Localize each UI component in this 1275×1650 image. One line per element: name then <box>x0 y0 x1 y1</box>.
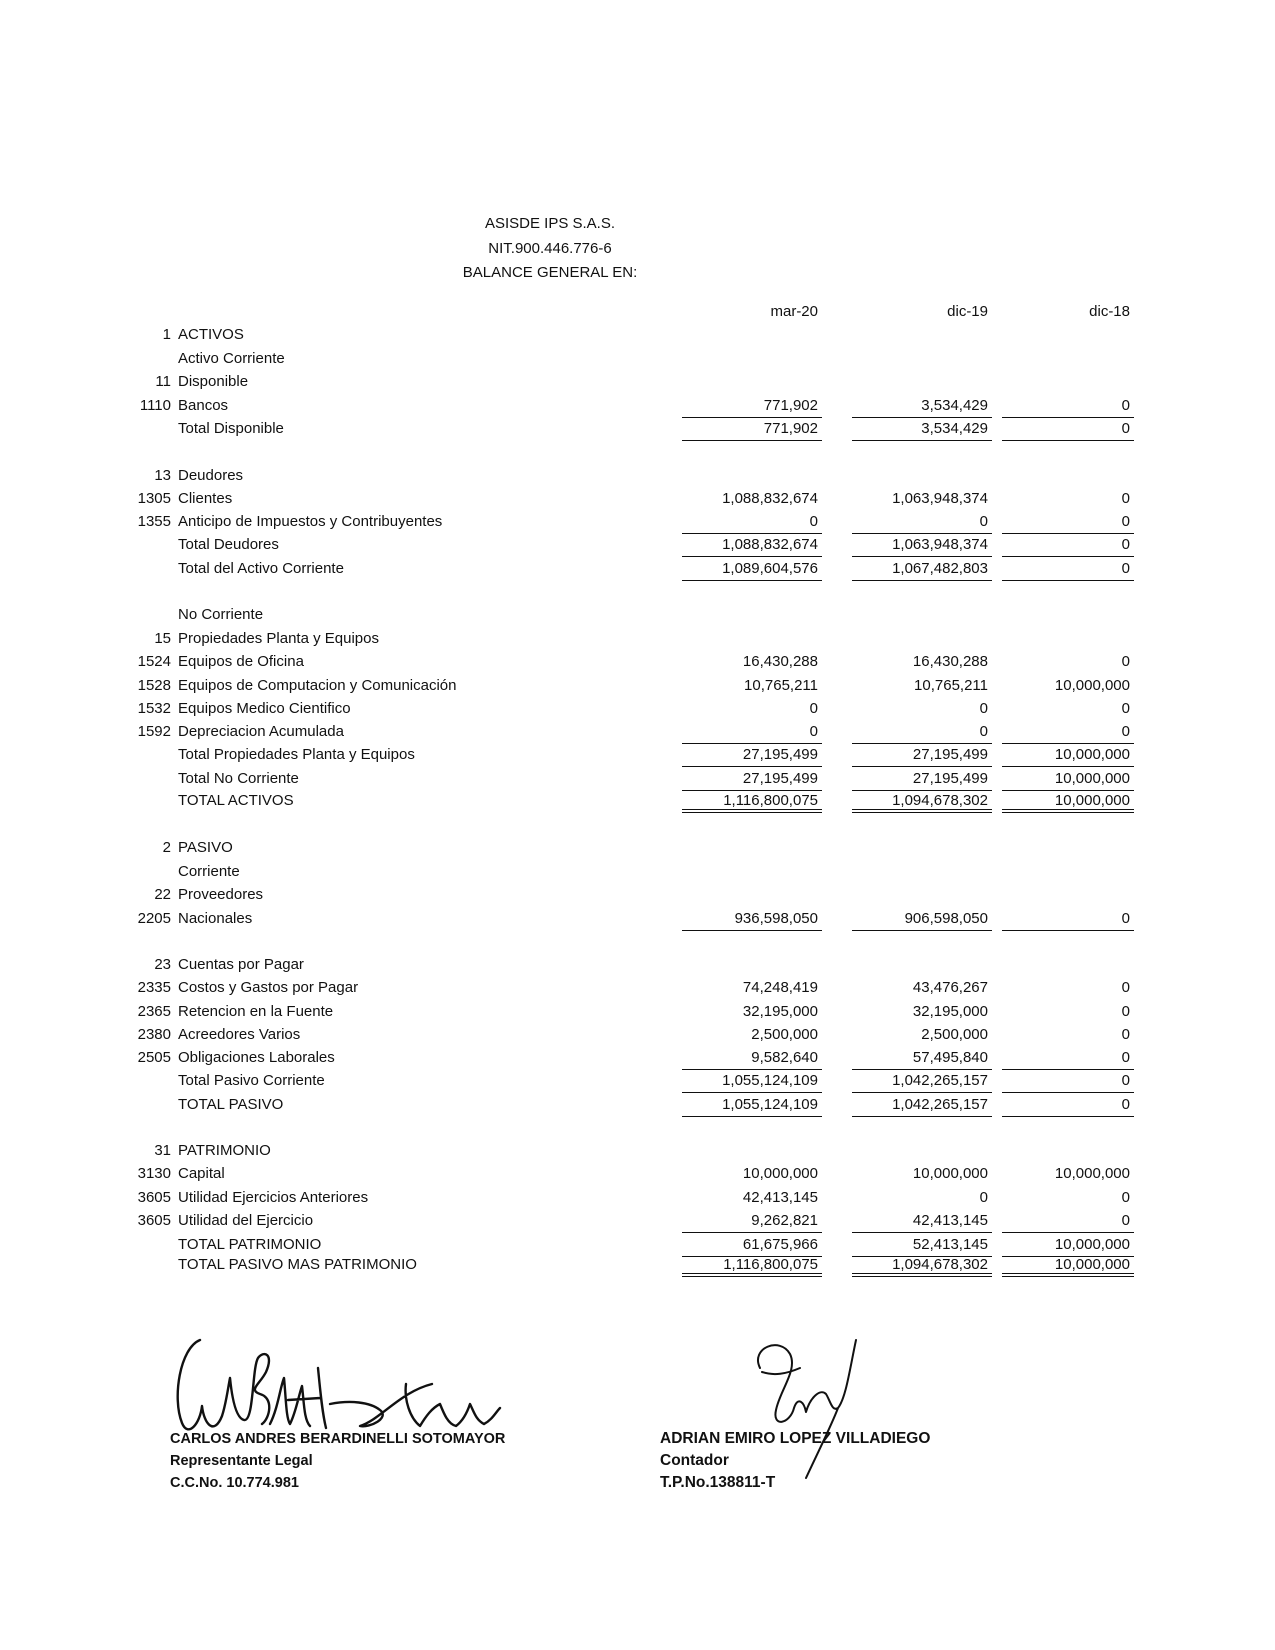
amount-cell-dic-19: 906,598,050 <box>852 909 992 931</box>
accountant-id: T.P.No.138811-T <box>660 1474 776 1491</box>
document-header <box>0 212 1100 286</box>
account-label: Depreciacion Acumulada <box>178 723 344 740</box>
amount-cell-mar-20 <box>682 1141 822 1163</box>
table-row <box>0 885 1275 909</box>
account-code: 13 <box>154 467 171 484</box>
amount-cell-dic-18 <box>1002 629 1134 651</box>
account-code: 3130 <box>137 1165 171 1182</box>
amount-cell-dic-18: 0 <box>1121 1003 1130 1020</box>
amount-cell-dic-18: 0 <box>1002 1211 1134 1233</box>
amount-cell-mar-20: 0 <box>809 700 818 717</box>
account-label: TOTAL PASIVO <box>178 1096 284 1113</box>
amount-cell-dic-19: 1,063,948,374 <box>892 490 988 507</box>
amount-cell-dic-18: 10,000,000 <box>1002 791 1134 813</box>
table-row <box>0 862 1275 886</box>
table-row <box>0 372 1275 396</box>
account-code: 1305 <box>137 490 171 507</box>
amount-cell-dic-18: 0 <box>1121 700 1130 717</box>
amount-cell-dic-19: 0 <box>852 512 992 534</box>
amount-cell-dic-19: 27,195,499 <box>852 769 992 791</box>
account-label: Retencion en la Fuente <box>178 1003 334 1020</box>
amount-cell-dic-18 <box>1002 372 1134 394</box>
amount-cell-dic-19 <box>852 605 992 627</box>
table-row <box>0 745 1275 769</box>
account-label: Corriente <box>178 863 240 880</box>
account-label: No Corriente <box>178 606 264 623</box>
amount-cell-dic-18: 0 <box>1002 419 1134 441</box>
account-code: 23 <box>154 956 171 973</box>
amount-cell-dic-19: 10,765,211 <box>914 677 988 694</box>
amount-cell-mar-20: 10,000,000 <box>742 1165 818 1182</box>
table-row <box>0 909 1275 933</box>
account-code: 15 <box>154 630 171 647</box>
account-label: Total Pasivo Corriente <box>178 1072 325 1089</box>
table-row <box>0 699 1275 723</box>
amount-cell-dic-18: 0 <box>1121 1189 1130 1206</box>
account-label: Disponible <box>178 373 249 390</box>
company-nit: NIT.900.446.776-6 <box>488 239 612 257</box>
amount-cell-dic-18: 0 <box>1002 396 1134 418</box>
account-code: 1532 <box>137 700 171 717</box>
company-name: ASISDE IPS S.A.S. <box>484 215 616 232</box>
amount-cell-dic-19 <box>852 466 992 488</box>
amount-cell-dic-18 <box>1002 1141 1134 1163</box>
amount-cell-dic-18 <box>1002 885 1134 907</box>
amount-cell-mar-20: 1,089,604,576 <box>682 559 822 581</box>
table-row <box>0 1164 1275 1188</box>
amount-cell-dic-19: 52,413,145 <box>852 1235 992 1257</box>
amount-cell-dic-19 <box>852 372 992 394</box>
account-code: 11 <box>155 373 171 390</box>
account-label: Clientes <box>178 490 233 507</box>
signature-block-legal <box>170 1428 505 1494</box>
amount-cell-dic-19: 32,195,000 <box>912 1003 988 1020</box>
table-row <box>0 791 1275 815</box>
account-label: PASIVO <box>178 839 233 856</box>
account-label: Nacionales <box>178 910 253 927</box>
table-row <box>0 535 1275 559</box>
account-label: TOTAL PATRIMONIO <box>178 1236 322 1253</box>
amount-cell-mar-20: 9,262,821 <box>682 1211 822 1233</box>
report-title: BALANCE GENERAL EN: <box>462 264 638 281</box>
amount-cell-mar-20 <box>682 885 822 907</box>
account-code: 2 <box>162 839 171 856</box>
amount-cell-mar-20: 10,765,211 <box>744 677 818 694</box>
account-code: 2380 <box>137 1026 171 1043</box>
amount-cell-dic-18: 0 <box>1121 653 1130 670</box>
account-label: Proveedores <box>178 886 264 903</box>
amount-cell-mar-20 <box>682 955 822 977</box>
amount-cell-mar-20: 0 <box>682 722 822 744</box>
amount-cell-dic-18: 0 <box>1121 979 1130 996</box>
amount-cell-dic-19: 0 <box>979 700 988 717</box>
amount-cell-mar-20: 16,430,288 <box>742 653 818 670</box>
amount-cell-mar-20 <box>682 372 822 394</box>
table-row <box>0 396 1275 420</box>
signature-block-accountant <box>660 1428 930 1494</box>
table-row <box>0 1188 1275 1212</box>
amount-cell-mar-20 <box>682 629 822 651</box>
account-label: Total Disponible <box>178 420 284 437</box>
account-code: 22 <box>154 886 171 903</box>
table-row <box>0 489 1275 513</box>
amount-cell-mar-20: 1,088,832,674 <box>682 535 822 557</box>
account-code: 1524 <box>137 653 171 670</box>
table-row <box>0 1071 1275 1095</box>
account-label: Obligaciones Laborales <box>178 1049 335 1066</box>
amount-cell-dic-18 <box>1002 466 1134 488</box>
amount-cell-dic-18 <box>1002 862 1134 884</box>
table-row <box>0 722 1275 746</box>
amount-cell-dic-18: 0 <box>1002 722 1134 744</box>
amount-cell-dic-18 <box>1002 349 1134 371</box>
amount-cell-dic-18: 0 <box>1002 535 1134 557</box>
amount-cell-dic-18: 10,000,000 <box>1002 1235 1134 1257</box>
amount-cell-mar-20: 61,675,966 <box>682 1235 822 1257</box>
table-row <box>0 769 1275 793</box>
table-row <box>0 978 1275 1002</box>
amount-cell-mar-20: 9,582,640 <box>682 1048 822 1070</box>
amount-cell-dic-18: 0 <box>1002 512 1134 534</box>
account-label: Total Propiedades Planta y Equipos <box>178 746 415 763</box>
amount-cell-dic-18: 0 <box>1002 559 1134 581</box>
amount-cell-dic-19: 42,413,145 <box>852 1211 992 1233</box>
account-label: Deudores <box>178 467 244 484</box>
amount-cell-mar-20: 1,055,124,109 <box>682 1095 822 1117</box>
amount-cell-dic-19: 16,430,288 <box>912 653 988 670</box>
account-code: 3605 <box>137 1189 171 1206</box>
amount-cell-dic-18: 0 <box>1002 909 1134 931</box>
amount-cell-mar-20: 27,195,499 <box>682 769 822 791</box>
account-label: Equipos de Oficina <box>178 653 304 670</box>
account-label: Utilidad Ejercicios Anteriores <box>178 1189 369 1206</box>
account-code: 2335 <box>137 979 171 996</box>
account-label: PATRIMONIO <box>178 1142 271 1159</box>
table-row <box>0 1141 1275 1165</box>
account-label: Anticipo de Impuestos y Contribuyentes <box>178 513 443 530</box>
legal-representative-name: CARLOS ANDRES BERARDINELLI SOTOMAYOR <box>170 1431 506 1447</box>
account-label: TOTAL PASIVO MAS PATRIMONIO <box>178 1256 417 1273</box>
amount-cell-dic-18: 10,000,000 <box>1054 1165 1130 1182</box>
account-label: Bancos <box>178 397 229 414</box>
account-label: Costos y Gastos por Pagar <box>178 979 359 996</box>
table-row <box>0 1211 1275 1235</box>
table-row <box>0 466 1275 490</box>
amount-cell-mar-20: 1,055,124,109 <box>682 1071 822 1093</box>
legal-representative-id: C.C.No. 10.774.981 <box>170 1475 299 1491</box>
amount-cell-dic-19: 57,495,840 <box>852 1048 992 1070</box>
amount-cell-dic-19: 1,042,265,157 <box>852 1095 992 1117</box>
table-row <box>0 955 1275 979</box>
table-row <box>0 1002 1275 1026</box>
amount-cell-dic-19: 1,094,678,302 <box>852 1255 992 1277</box>
amount-cell-dic-18 <box>1002 955 1134 977</box>
amount-cell-dic-19 <box>852 955 992 977</box>
amount-cell-dic-18: 10,000,000 <box>1002 1255 1134 1277</box>
account-code: 1592 <box>137 723 171 740</box>
account-code: 1110 <box>139 397 171 414</box>
amount-cell-dic-18: 0 <box>1121 1026 1130 1043</box>
table-row <box>0 605 1275 629</box>
amount-cell-mar-20: 1,116,800,075 <box>682 1255 822 1277</box>
amount-cell-mar-20: 27,195,499 <box>682 745 822 767</box>
amount-cell-dic-19: 0 <box>852 722 992 744</box>
amount-cell-dic-18: 10,000,000 <box>1002 745 1134 767</box>
amount-cell-mar-20: 74,248,419 <box>742 979 818 996</box>
table-row <box>0 676 1275 700</box>
amount-cell-dic-19 <box>852 349 992 371</box>
account-label: Propiedades Planta y Equipos <box>178 630 379 647</box>
account-code: 2505 <box>137 1049 171 1066</box>
account-code: 2365 <box>137 1003 171 1020</box>
account-code: 1528 <box>137 677 171 694</box>
account-label: ACTIVOS <box>178 326 244 343</box>
account-label: Utilidad del Ejercicio <box>178 1212 314 1229</box>
column-header-dic-18: dic-18 <box>1089 303 1130 320</box>
amount-cell-dic-19 <box>852 838 992 860</box>
table-row <box>0 629 1275 653</box>
amount-cell-dic-19: 1,063,948,374 <box>852 535 992 557</box>
amount-cell-dic-18: 0 <box>1121 490 1130 507</box>
amount-cell-mar-20 <box>682 862 822 884</box>
column-header-dic-19: dic-19 <box>947 303 988 320</box>
amount-cell-dic-19: 10,000,000 <box>912 1165 988 1182</box>
amount-cell-dic-19 <box>852 885 992 907</box>
table-row <box>0 349 1275 373</box>
account-code: 2205 <box>137 910 171 927</box>
amount-cell-dic-19: 1,042,265,157 <box>852 1071 992 1093</box>
account-label: TOTAL ACTIVOS <box>178 792 294 809</box>
account-code: 3605 <box>137 1212 171 1229</box>
accountant-name: ADRIAN EMIRO LOPEZ VILLADIEGO <box>660 1430 931 1447</box>
amount-cell-dic-19: 43,476,267 <box>912 979 988 996</box>
amount-cell-mar-20 <box>682 838 822 860</box>
table-row <box>0 1025 1275 1049</box>
table-row <box>0 559 1275 583</box>
amount-cell-dic-18: 0 <box>1002 1071 1134 1093</box>
amount-cell-mar-20: 771,902 <box>682 396 822 418</box>
amount-cell-mar-20: 936,598,050 <box>682 909 822 931</box>
account-label: Cuentas por Pagar <box>178 956 304 973</box>
amount-cell-mar-20 <box>682 325 822 347</box>
table-row <box>0 1048 1275 1072</box>
amount-cell-dic-18: 0 <box>1002 1048 1134 1070</box>
amount-cell-dic-19: 3,534,429 <box>852 419 992 441</box>
account-label: Acreedores Varios <box>178 1026 301 1043</box>
table-row <box>0 1255 1275 1279</box>
account-label: Equipos Medico Cientifico <box>178 700 351 717</box>
amount-cell-mar-20: 771,902 <box>682 419 822 441</box>
amount-cell-dic-19 <box>852 1141 992 1163</box>
amount-cell-mar-20: 2,500,000 <box>751 1026 818 1043</box>
account-label: Capital <box>178 1165 225 1182</box>
table-row <box>0 652 1275 676</box>
amount-cell-dic-19: 0 <box>979 1189 988 1206</box>
amount-cell-dic-18 <box>1002 605 1134 627</box>
account-label: Activo Corriente <box>178 350 285 367</box>
amount-cell-dic-19: 1,094,678,302 <box>852 791 992 813</box>
amount-cell-dic-19: 2,500,000 <box>921 1026 988 1043</box>
account-label: Total del Activo Corriente <box>178 560 344 577</box>
amount-cell-dic-19: 27,195,499 <box>852 745 992 767</box>
amount-cell-dic-19: 3,534,429 <box>852 396 992 418</box>
account-code: 1 <box>162 326 171 343</box>
amount-cell-mar-20: 1,088,832,674 <box>722 490 818 507</box>
amount-cell-dic-18: 0 <box>1002 1095 1134 1117</box>
amount-cell-mar-20: 32,195,000 <box>742 1003 818 1020</box>
amount-cell-mar-20 <box>682 349 822 371</box>
amount-cell-dic-19 <box>852 325 992 347</box>
legal-representative-role: Representante Legal <box>170 1453 313 1469</box>
column-header-mar-20: mar-20 <box>770 303 818 320</box>
table-row <box>0 1095 1275 1119</box>
account-label: Total Deudores <box>178 536 279 553</box>
amount-cell-dic-18 <box>1002 325 1134 347</box>
amount-cell-dic-18 <box>1002 838 1134 860</box>
amount-cell-dic-18: 10,000,000 <box>1054 677 1130 694</box>
amount-cell-mar-20 <box>682 605 822 627</box>
account-code: 31 <box>154 1142 171 1159</box>
amount-cell-dic-19: 1,067,482,803 <box>852 559 992 581</box>
account-label: Equipos de Computacion y Comunicación <box>178 677 457 694</box>
account-label: Total No Corriente <box>178 770 299 787</box>
amount-cell-mar-20: 1,116,800,075 <box>682 791 822 813</box>
table-row <box>0 419 1275 443</box>
table-row <box>0 512 1275 536</box>
table-row <box>0 838 1275 862</box>
account-code: 1355 <box>137 513 171 530</box>
amount-cell-dic-19 <box>852 629 992 651</box>
accountant-role: Contador <box>660 1452 729 1469</box>
amount-cell-dic-18: 10,000,000 <box>1002 769 1134 791</box>
amount-cell-dic-19 <box>852 862 992 884</box>
amount-cell-mar-20: 0 <box>682 512 822 534</box>
table-row <box>0 325 1275 349</box>
amount-cell-mar-20: 42,413,145 <box>742 1189 818 1206</box>
amount-cell-mar-20 <box>682 466 822 488</box>
